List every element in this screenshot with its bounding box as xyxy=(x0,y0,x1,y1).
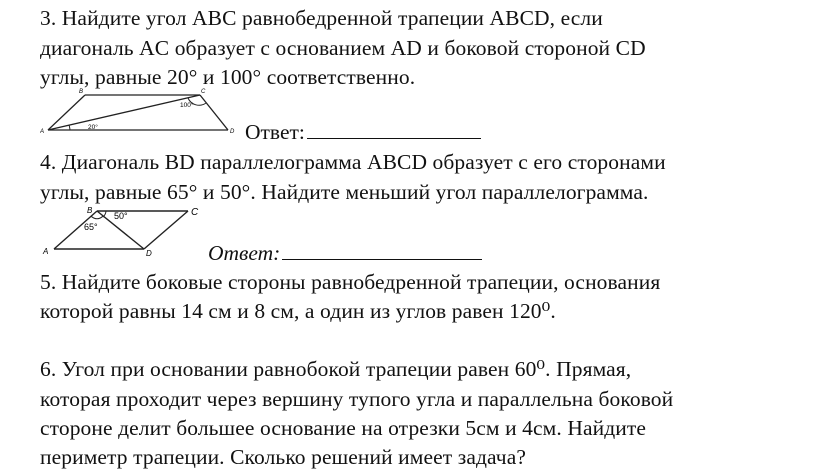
problem3-answer xyxy=(245,118,481,146)
problem4-line2: углы, равные 65° и 50°. Найдите меньший угол параллелограмма. xyxy=(40,180,649,204)
problem4-line1: 4. Диагональ BD параллелограмма ABCD образует с его сторонами xyxy=(40,150,666,174)
trapezoid-diagonal-ac xyxy=(48,95,200,130)
trapezoid-side-cd xyxy=(200,95,228,130)
angle-label-20: 20° xyxy=(88,124,98,131)
problem5-line1: 5. Найдите боковые стороны равнобедренной трапеции, основания xyxy=(40,270,661,294)
vertex-label-b: B xyxy=(79,89,84,95)
vertex-label-c: C xyxy=(191,207,199,218)
answer-blank[interactable] xyxy=(282,239,482,260)
angle-label-100: 100° xyxy=(180,102,194,109)
problem3-line2: диагональ AC образует с основанием AD и боковой стороной CD xyxy=(40,36,646,60)
parallelogram-figure xyxy=(40,204,210,256)
problem6-line1: 6. Угол при основании равнобокой трапеции равен 60⁰. Прямая, xyxy=(40,357,632,381)
vertex-label-c: C xyxy=(201,89,206,95)
angle-arc-b2 xyxy=(103,211,106,217)
vertex-label-a: A xyxy=(40,129,45,135)
vertex-label-d: D xyxy=(146,249,152,256)
trapezoid-side-ab xyxy=(48,95,85,130)
vertex-label-b: B xyxy=(87,206,93,215)
problem6-line3: стороне делит большее основание на отрезки 5см и 4см. Найдите xyxy=(40,416,646,440)
parallelogram-side-cd xyxy=(144,211,188,249)
angle-arc-b1 xyxy=(91,216,103,219)
problem5-line2: которой равны 14 см и 8 см, а один из углов равен 120⁰. xyxy=(40,299,556,323)
angle-label-65: 65° xyxy=(84,222,98,232)
answer-blank[interactable] xyxy=(307,118,481,139)
problem6-line4: периметр трапеции. Сколько решений имеет задача? xyxy=(40,445,526,469)
angle-arc-a xyxy=(69,125,70,130)
answer-label-text: Ответ: xyxy=(208,241,281,265)
problem4-answer xyxy=(208,239,482,267)
problem3-line3: углы, равные 20° и 100° соответственно. xyxy=(40,65,416,89)
vertex-label-a: A xyxy=(43,247,49,256)
problem3-line1: 3. Найдите угол ABC равнобедренной трапеции ABCD, если xyxy=(40,6,603,30)
answer-label-text: Ответ: xyxy=(245,120,305,144)
angle-label-50: 50° xyxy=(114,211,128,221)
vertex-label-d: D xyxy=(230,129,235,135)
problem6-line2: которая проходит через вершину тупого угла и параллельна боковой xyxy=(40,387,674,411)
trapezoid-figure xyxy=(40,86,245,138)
